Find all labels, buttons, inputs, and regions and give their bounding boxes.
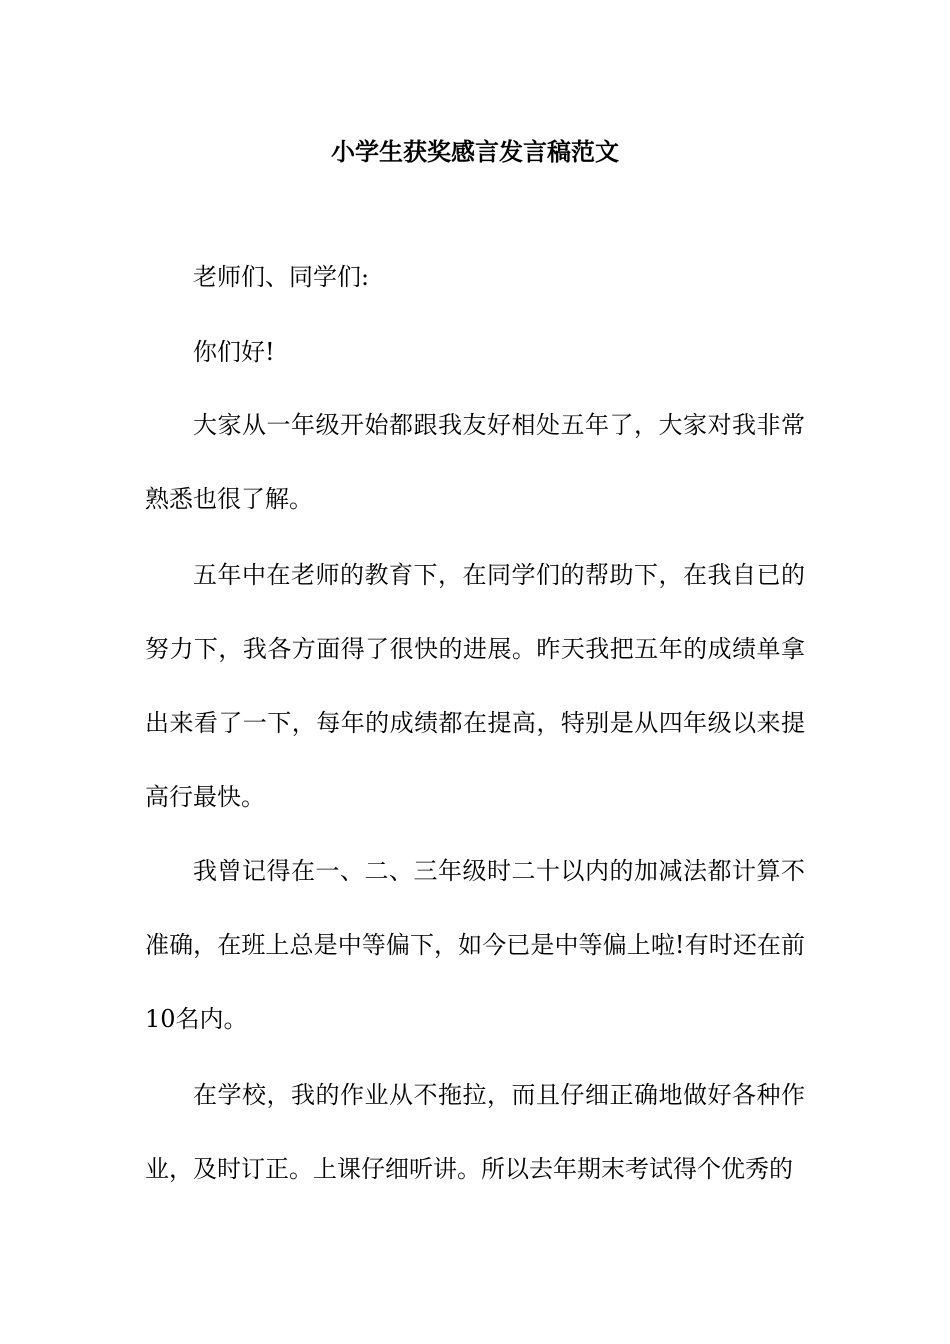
document-title: 小学生获奖感言发言稿范文 (331, 137, 619, 166)
paragraph-4: 在学校，我的作业从不拖拉，而且仔细正确地做好各种作业，及时订正。上课仔细听讲。所以去年期末考试得个优秀的 (145, 1081, 805, 1183)
paragraph-3: 我曾记得在一、二、三年级时二十以内的加减法都计算不准确，在班上总是中等偏下，如今已是中等偏上啦!有时还在前10名内。 (145, 857, 805, 1033)
paragraph-hello: 你们好! (193, 338, 275, 366)
paragraph-1: 大家从一年级开始都跟我友好相处五年了，大家对我非常熟悉也很了解。 (145, 411, 805, 513)
paragraph-greeting: 老师们、同学们: (193, 263, 370, 291)
paragraph-2: 五年中在老师的教育下，在同学们的帮助下，在我自已的努力下，我各方面得了很快的进展。昨天我把五年的成绩单拿出来看了一下，每年的成绩都在提高，特别是从四年级以来提高行最快。 (145, 561, 805, 811)
